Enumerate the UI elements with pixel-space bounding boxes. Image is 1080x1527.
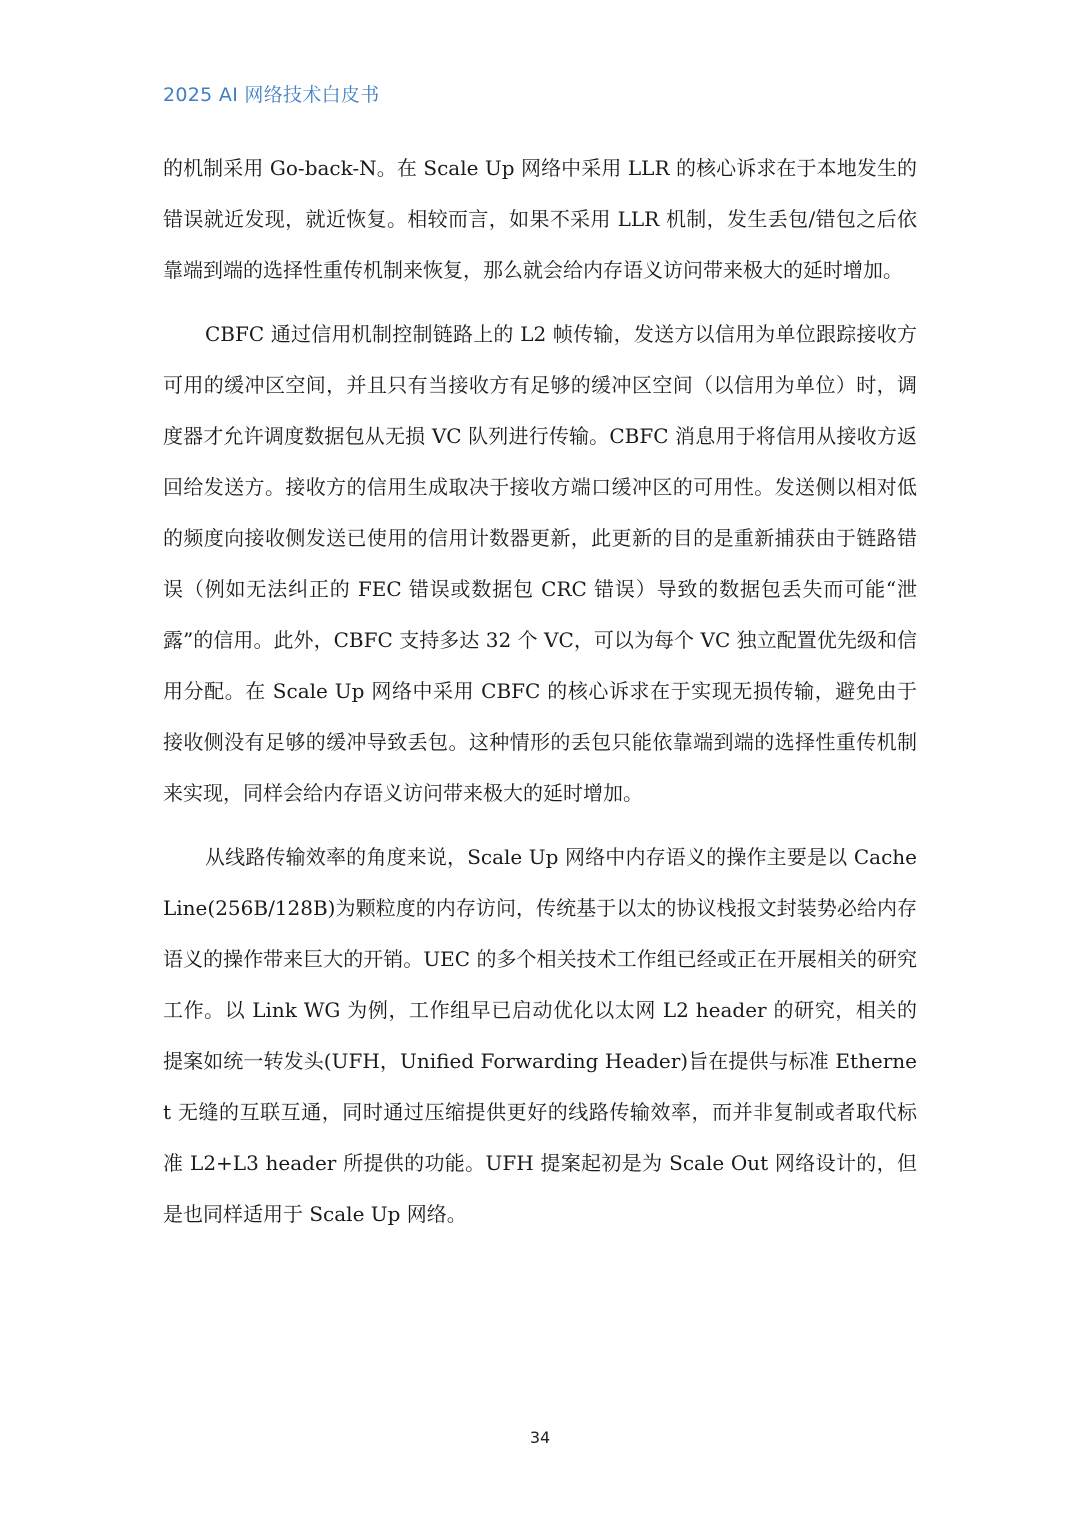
paragraph-llr-continuation: 的机制采用 Go-back-N。在 Scale Up 网络中采用 LLR 的核心诉求在于本地发生的错误就近发现，就近恢复。相较而言，如果不采用 LLR 机制，发生丢包/错包之后依靠端到端的选择性重传机制来恢复，那么就会给内存语义访问带来极大的延时增加。 (163, 156, 917, 282)
page-number: 34 (529, 1428, 551, 1447)
document-body (163, 143, 917, 1240)
paragraph-cbfc: CBFC 通过信用机制控制链路上的 L2 帧传输，发送方以信用为单位跟踪接收方可用的缓冲区空间，并且只有当接收方有足够的缓冲区空间（以信用为单位）时，调度器才允许调度数据包从无损 VC 队列进行传输。CBFC 消息用于将信用从接收方返回给发送方。接收方的信用生成取决于接收方端口缓冲区的可用性。发送侧以相对低的频度向接收侧发送已使用的信用计数器更新，此更新的目的是重新捕获由于链路错误（例如无法纠正的 FEC 错误或数据包 CRC 错误）导致的数据包丢失而可能“泄露”的信用。此外，CBFC 支持多达 32 个 VC，可以为每个 VC 独立配置优先级和信用分配。在 Scale Up 网络中采用 CBFC 的核心诉求在于实现无损传输，避免由于接收侧没有足够的缓冲导致丢包。这种情形的丢包只能依靠端到端的选择性重传机制来实现，同样会给内存语义访问带来极大的延时增加。 (163, 322, 917, 805)
paragraph-transmission-efficiency: 从线路传输效率的角度来说，Scale Up 网络中内存语义的操作主要是以 Cache Line(256B/128B)为颗粒度的内存访问，传统基于以太的协议栈报文封装势必给内存语义的操作带来巨大的开销。UEC 的多个相关技术工作组已经或正在开展相关的研究工作。以 Link WG 为例，工作组早已启动优化以太网 L2 header 的研究，相关的提案如统一转发头(UFH，Unified Forwarding Header)旨在提供与标准 Ethernet 无缝的互联互通，同时通过压缩提供更好的线路传输效率，而并非复制或者取代标准 L2+L3 header 所提供的功能。UFH 提案起初是为 Scale Out 网络设计的，但是也同样适用于 Scale Up 网络。 (163, 845, 917, 1226)
document-header-title: 2025 AI 网络技术白皮书 (163, 84, 380, 106)
